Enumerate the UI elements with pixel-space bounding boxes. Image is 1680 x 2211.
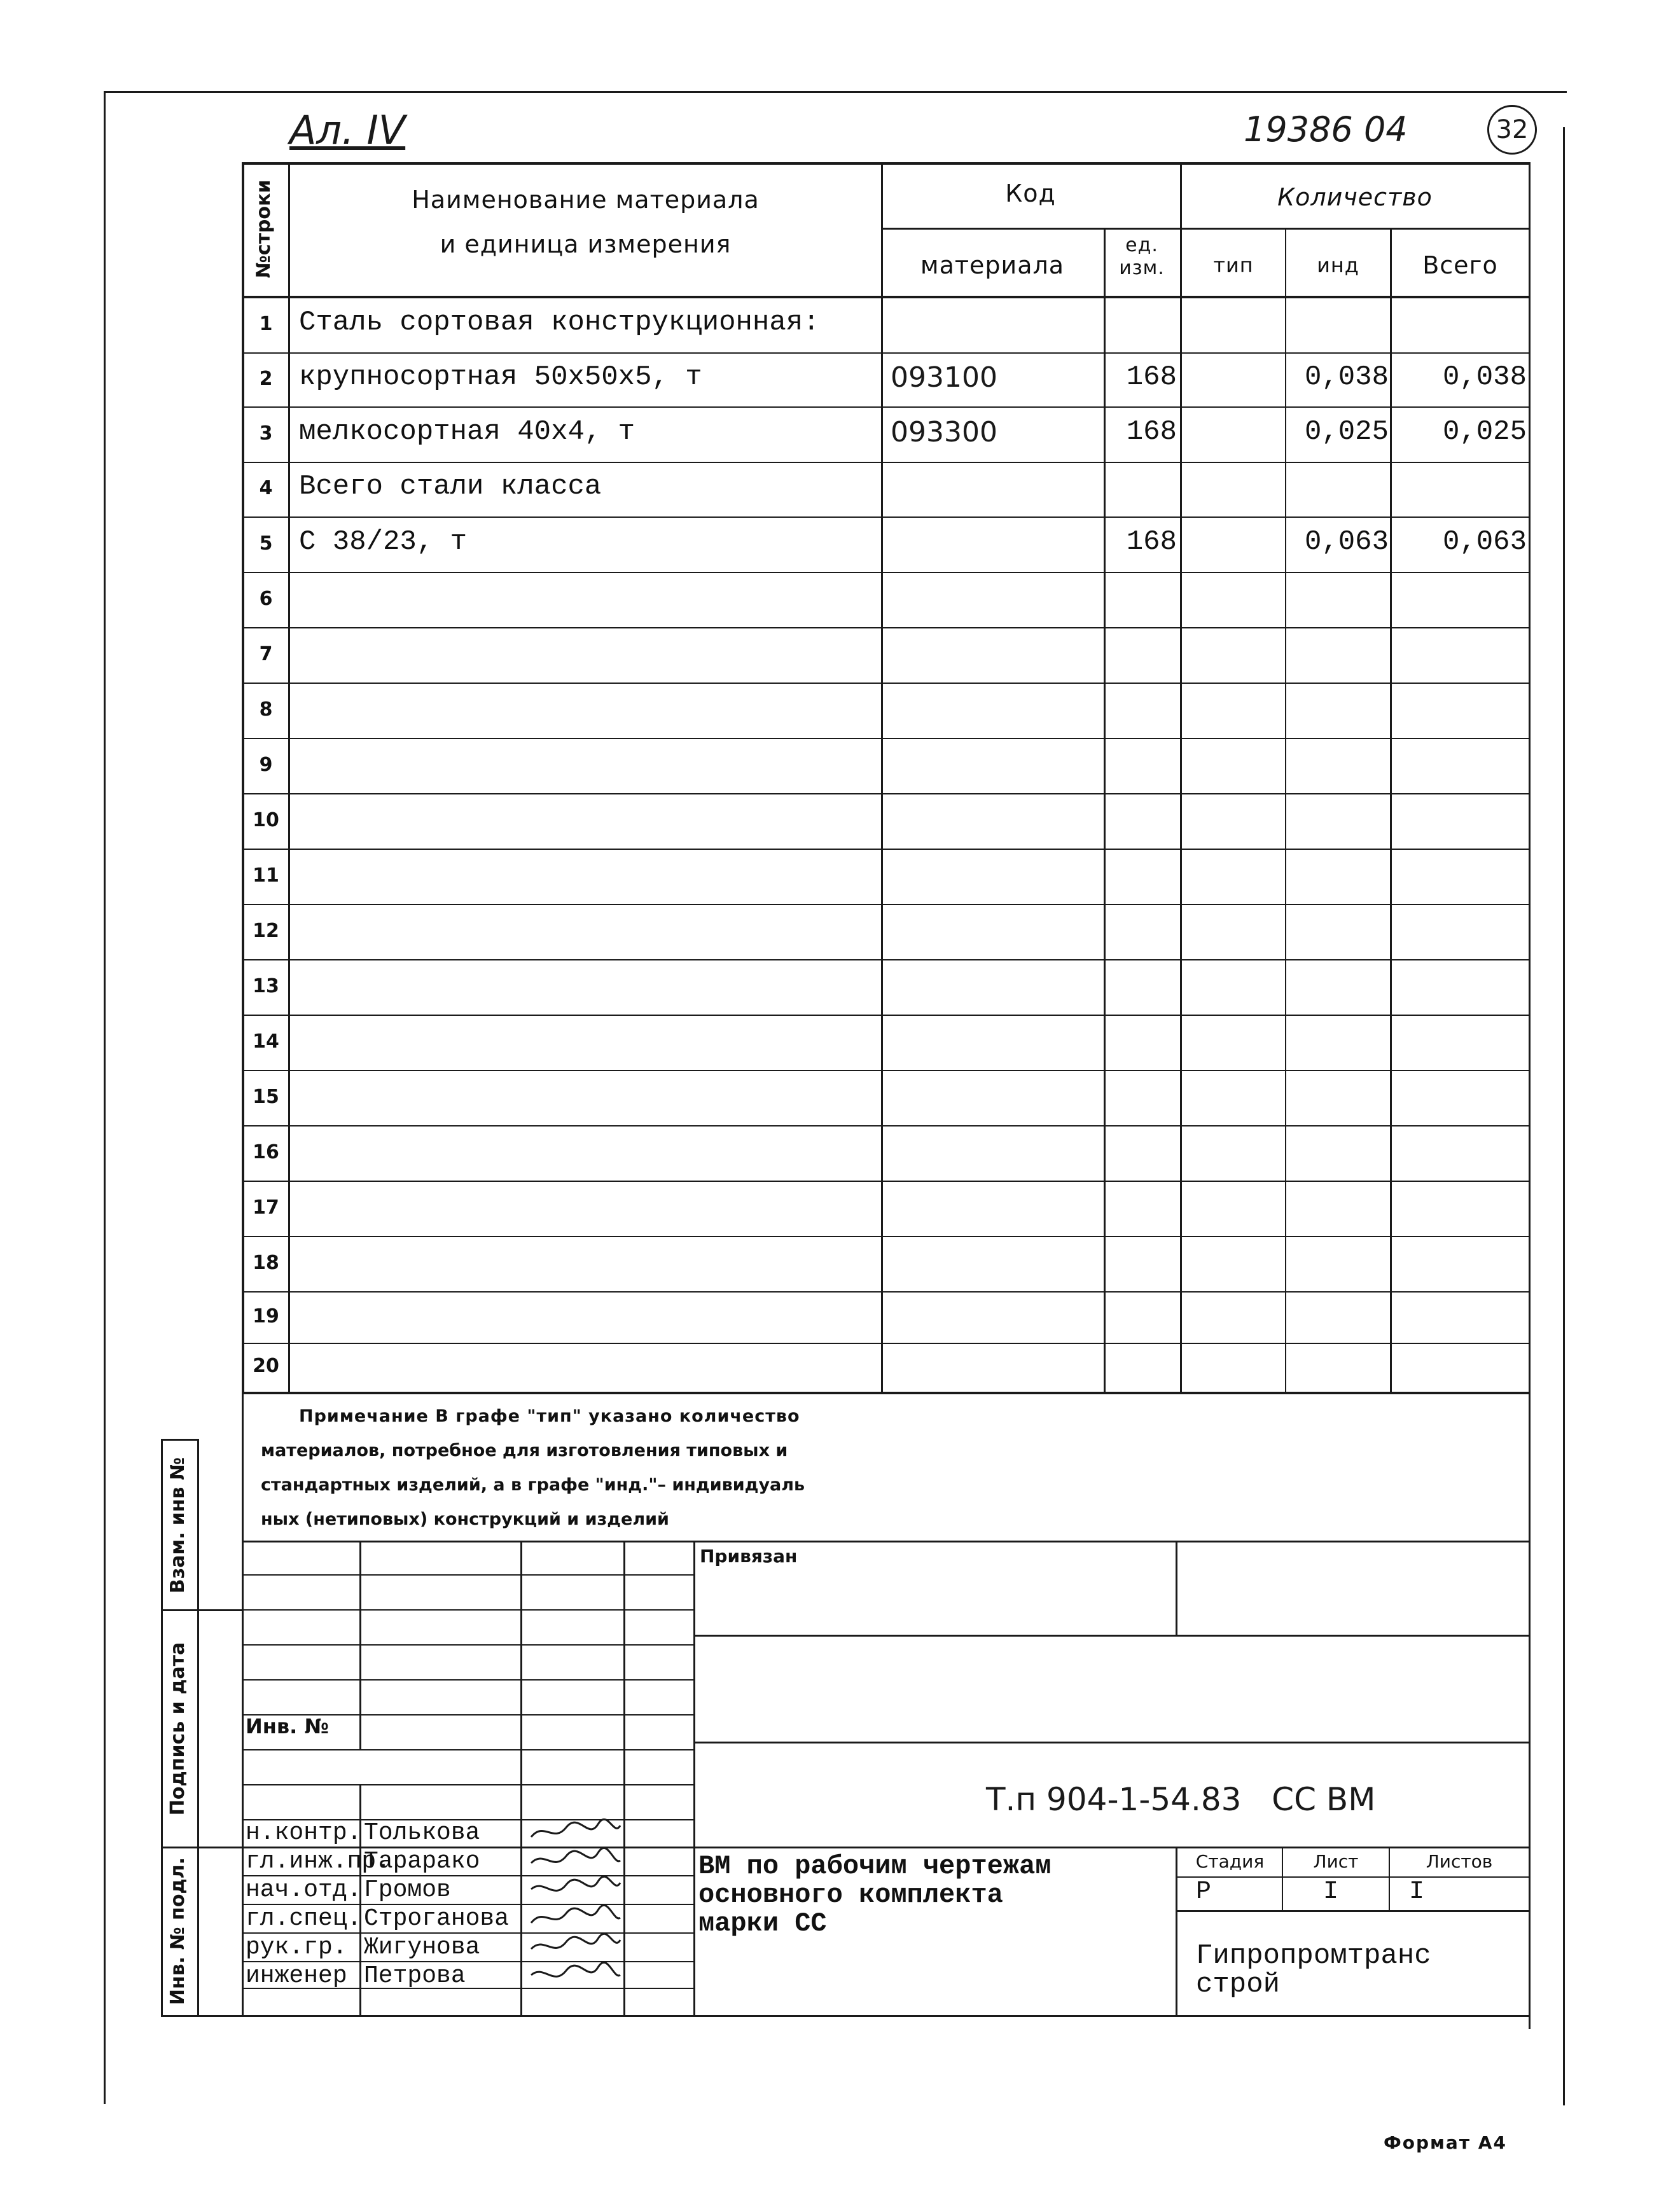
signer-name: Петрова — [364, 1962, 466, 1990]
signer-role: рук.гр. — [246, 1934, 347, 1961]
sheet-label: Лист — [1313, 1851, 1359, 1872]
row-divider — [242, 1236, 1530, 1237]
stamp-h-16 — [1176, 1910, 1530, 1912]
side-strip-outer — [161, 1439, 163, 2016]
row-divider — [242, 1343, 1530, 1344]
sheet-value: I — [1323, 1878, 1339, 1906]
stamp-col-2 — [520, 1541, 522, 2016]
signature-scribble — [528, 1847, 623, 1875]
stamp-h-5 — [242, 1644, 693, 1646]
format-label: Формат А4 — [1384, 2132, 1507, 2153]
row-number: 9 — [259, 753, 273, 776]
row-number: 14 — [253, 1030, 279, 1053]
sheets-label: Листов — [1426, 1851, 1493, 1872]
cell-name: Сталь сортовая конструкционная: — [299, 307, 820, 338]
side-label-inv-podl: Инв. № подл. — [167, 1857, 189, 2006]
stamp-h-8 — [693, 1742, 1530, 1743]
inv-no-label: Инв. № — [246, 1714, 329, 1738]
col-header-rowno: №строки — [253, 179, 275, 279]
sheet-title-line-1: ВМ по рабочим чертежам — [698, 1851, 1052, 1882]
signer-role: гл.спец. — [246, 1905, 362, 1932]
cell-name: мелкосортная 40х4, т — [299, 415, 635, 448]
row-number: 11 — [253, 864, 279, 887]
row-number: 2 — [259, 367, 273, 390]
cell-total: 0,038 — [1442, 361, 1527, 393]
col-header-code-material: материала — [920, 251, 1065, 279]
col-header-total: Всего — [1422, 251, 1498, 279]
cell-code: 093300 — [891, 415, 997, 448]
col-line-rowno — [288, 162, 290, 1393]
privyazan-label: Привязан — [700, 1546, 798, 1567]
signer-name: Жигунова — [364, 1934, 480, 1961]
signer-name: Строганова — [364, 1905, 510, 1932]
table-top-line — [242, 162, 1530, 165]
stage-label: Стадия — [1195, 1851, 1265, 1872]
org-line-1: Гипропромтранс — [1196, 1940, 1431, 1972]
row-number: 6 — [259, 587, 273, 610]
row-number: 19 — [253, 1305, 279, 1327]
stamp-h-2 — [242, 1574, 693, 1576]
signer-role: нач.отд. — [246, 1876, 362, 1904]
table-bottom-line — [242, 1392, 1530, 1394]
row-divider — [242, 683, 1530, 684]
row-divider — [242, 1070, 1530, 1071]
row-number: 16 — [253, 1140, 279, 1163]
col-header-code: Код — [1005, 179, 1056, 207]
row-divider — [242, 849, 1530, 850]
col-line-type — [1285, 228, 1286, 1393]
row-divider — [242, 793, 1530, 794]
cell-name: Всего стали класса — [299, 471, 602, 502]
signature-scribble — [528, 1875, 623, 1903]
row-number: 4 — [259, 477, 273, 499]
col-header-type: тип — [1213, 253, 1254, 277]
row-divider — [242, 1125, 1530, 1126]
stamp-col-6 — [1176, 1847, 1177, 2016]
stamp-h-4 — [693, 1635, 1530, 1637]
stamp-bottom — [161, 2015, 1530, 2017]
row-divider — [242, 1015, 1530, 1016]
row-number: 3 — [259, 422, 273, 445]
cell-ind: 0,038 — [1304, 361, 1389, 393]
note-right-line — [1529, 1393, 1531, 2029]
row-divider — [242, 406, 1530, 408]
side-strip-inner — [197, 1439, 199, 2016]
row-divider — [242, 738, 1530, 739]
row-divider — [242, 627, 1530, 628]
page-number-circle — [1487, 105, 1537, 155]
stamp-h-14 — [1176, 1876, 1530, 1878]
note-text — [261, 1399, 1469, 1537]
row-divider — [242, 959, 1530, 960]
stamp-left-line — [242, 1392, 244, 2016]
note-line-3: стандартных изделий, а в графе "инд."– индивидуаль — [261, 1475, 805, 1495]
header-bottom-line — [242, 296, 1530, 298]
sheets-value: I — [1409, 1878, 1425, 1906]
row-number: 17 — [253, 1196, 279, 1219]
row-divider — [242, 516, 1530, 518]
cell-unit: 168 — [1126, 415, 1177, 448]
side-label-vzam: Взам. инв № — [167, 1457, 189, 1594]
col-header-ind: инд — [1317, 253, 1359, 277]
row-number: 15 — [253, 1085, 279, 1108]
cell-unit: 168 — [1126, 525, 1177, 558]
row-number: 7 — [259, 642, 273, 665]
signer-role: гл.инж.пр. — [246, 1848, 391, 1875]
stamp-col-4 — [693, 1541, 695, 2016]
signature-scribble — [528, 1932, 623, 1960]
col-header-name-2: и единица измерения — [440, 230, 732, 258]
frame-left — [104, 91, 106, 2104]
col-line-unit — [1180, 162, 1182, 1393]
sheet-title-line-2: основного комплекта — [698, 1880, 1003, 1910]
stamp-h-9 — [242, 1749, 693, 1750]
row-number: 5 — [259, 532, 273, 555]
row-number: 20 — [253, 1355, 279, 1377]
designation: Т.п 904-1-54.83 СС ВМ — [986, 1781, 1376, 1818]
col-line-code — [1104, 228, 1106, 1393]
row-number: 10 — [253, 808, 279, 831]
signature-scribble — [528, 1904, 623, 1932]
page-number: 32 — [1496, 115, 1529, 144]
col-header-name-1: Наименование материала — [412, 186, 760, 214]
row-number: 1 — [259, 313, 273, 335]
signer-name: Громов — [364, 1876, 451, 1904]
cell-ind: 0,025 — [1304, 415, 1389, 448]
cell-name: С 38/23, т — [299, 525, 468, 558]
cell-total: 0,063 — [1442, 525, 1527, 558]
signer-name: Тарарако — [364, 1848, 480, 1875]
row-number: 18 — [253, 1251, 279, 1274]
side-label-podpis: Подпись и дата — [167, 1642, 189, 1816]
org-line-2: строй — [1196, 1969, 1281, 2000]
sheet-title-line-3: марки СС — [698, 1908, 827, 1939]
subheader-line — [881, 228, 1530, 230]
row-divider — [242, 1181, 1530, 1182]
signature-scribble — [528, 1961, 623, 1989]
stamp-h-3 — [242, 1609, 693, 1611]
stamp-h-10 — [242, 1784, 693, 1785]
frame-top — [104, 91, 1567, 93]
row-number: 8 — [259, 698, 273, 721]
signature-scribble — [528, 1818, 623, 1846]
frame-right — [1563, 127, 1565, 2105]
col-header-unit: ед. изм. — [1119, 234, 1165, 279]
signer-name: Толькова — [364, 1819, 480, 1847]
note-line-4: ных (нетиповых) конструкций и изделий — [261, 1509, 669, 1529]
note-line-1: Примечание В графе "тип" указано количество — [299, 1406, 800, 1426]
stamp-col-3 — [623, 1541, 625, 2016]
note-line-2: материалов, потребное для изготовления типовых и — [261, 1441, 788, 1460]
doc-number: 19386 04 — [1244, 109, 1408, 149]
row-divider — [242, 352, 1530, 354]
row-divider — [242, 572, 1530, 573]
stamp-h-1 — [242, 1541, 1530, 1542]
cell-name: крупносортная 50х50х5, т — [299, 361, 702, 393]
row-divider — [242, 1291, 1530, 1293]
stage-value: Р — [1196, 1878, 1212, 1906]
album-label: Ал. IV — [289, 107, 406, 153]
row-divider — [242, 904, 1530, 905]
row-number: 13 — [253, 974, 279, 997]
cell-unit: 168 — [1126, 361, 1177, 393]
signer-role: инженер — [246, 1962, 347, 1990]
cell-code: 093100 — [891, 361, 997, 394]
col-line-name — [881, 162, 883, 1393]
stamp-col-5 — [1176, 1541, 1177, 1635]
cell-ind: 0,063 — [1304, 525, 1389, 558]
col-header-qty: Количество — [1277, 183, 1433, 211]
stamp-h-6 — [242, 1679, 693, 1681]
col-line-right — [1529, 162, 1531, 1393]
signer-role: н.контр. — [246, 1819, 362, 1847]
cell-total: 0,025 — [1442, 415, 1527, 448]
col-line-ind — [1390, 228, 1392, 1393]
row-divider — [242, 462, 1530, 463]
row-number: 12 — [253, 919, 279, 942]
